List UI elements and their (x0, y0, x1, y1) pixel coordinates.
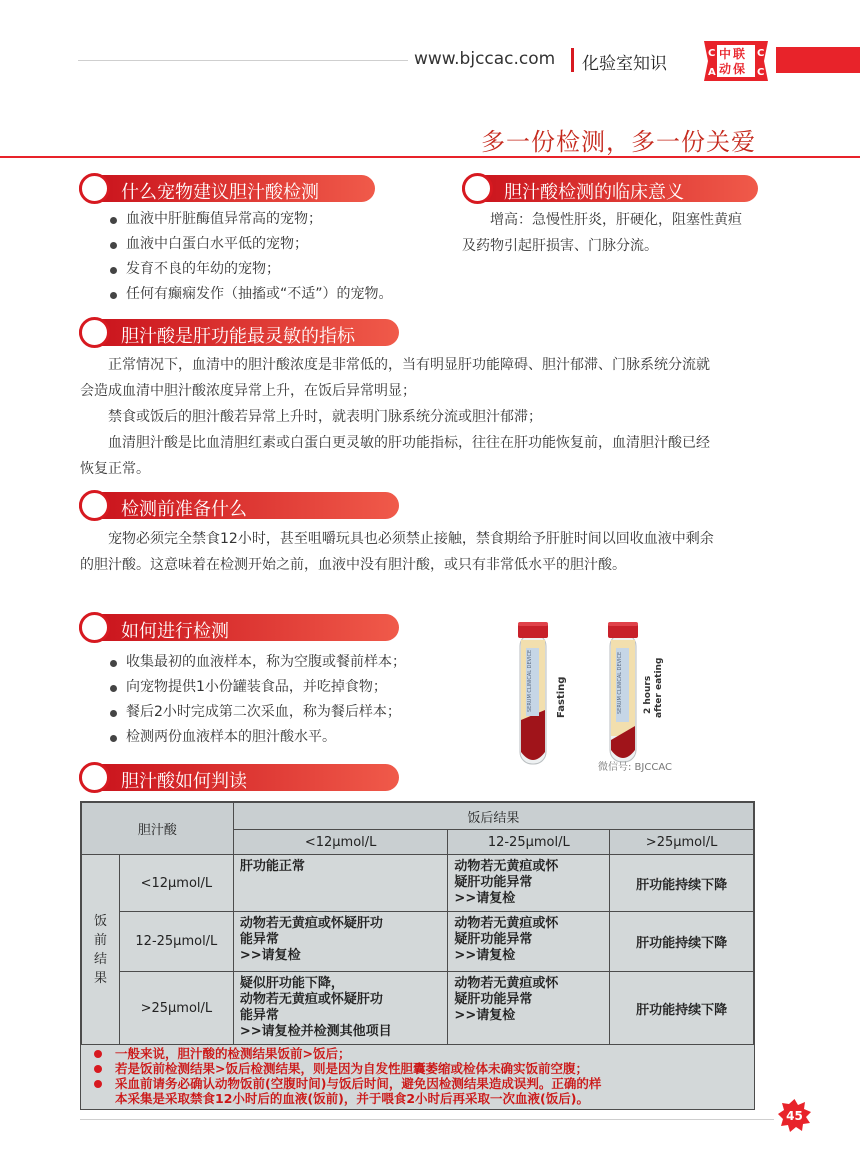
cell-line: >>请复检并检测其他项目 (239, 1024, 392, 1039)
logo-letter: C (757, 48, 765, 59)
note-line: 采血前请务必确认动物饭前(空腹时间)与饭后时间，避免因检测结果造成误判。正确的样 (115, 1076, 602, 1091)
tube-fasting (518, 622, 567, 764)
which-pets-list (106, 207, 393, 307)
ccac-logo-icon (704, 41, 768, 81)
heading-text: 检测前准备什么 (121, 499, 247, 520)
list-item: 检测两份血液样本的胆汁酸水平。 (106, 725, 406, 750)
list-item: 向宠物提供1小份罐装食品，并吃掉食物； (106, 675, 406, 700)
tube-label-fasting: Fasting (556, 676, 567, 718)
tube-sticker-text: SERUM CLINICAL DEVICE (527, 649, 533, 712)
cell-line: 肝功能正常 (239, 859, 305, 874)
heading-circle-icon (79, 317, 110, 348)
text-line: 宠物必须完全禁食12小时，甚至咀嚼玩具也必须禁止接触，禁食期给予肝脏时间以回收血液中剩余 (108, 531, 714, 547)
note-item (85, 1076, 750, 1106)
table-cell (233, 912, 448, 972)
table-cell: 肝功能持续下降 (610, 855, 754, 912)
cell-line: 疑似肝功能下降， (239, 976, 344, 991)
tube-label-2hours: 2 hours (643, 675, 653, 714)
note-item: 若是饭前检测结果>饭后检测结果，则是因为自发性胆囊萎缩或检体未确实饭前空腹； (85, 1061, 750, 1076)
table-cell: 肝功能持续下降 (610, 972, 754, 1045)
wechat-watermark: 微信号: BJCCAC (598, 762, 672, 773)
text-line: 正常情况下，血清中的胆汁酸浓度是非常低的，当有明显肝功能障碍、胆汁郁滞、门脉系统分流就 (108, 357, 710, 373)
header-rule (78, 60, 408, 61)
cell-line: 动物若无黄疸或怀疑肝功 (239, 916, 383, 931)
cell-line: 疑肝功能异常 (454, 875, 533, 890)
table-cell (233, 855, 448, 912)
cell-line: 能异常 (239, 1008, 279, 1023)
slogan: 多一份检测，多一份关爱 (481, 128, 756, 156)
cell-line: >>请复检 (454, 1008, 516, 1023)
blood-tubes-image (508, 618, 708, 780)
header-accent-bar (776, 47, 860, 73)
cell-line: 动物若无黄疸或怀 (454, 916, 559, 931)
heading-text: 胆汁酸是肝功能最灵敏的指标 (121, 326, 355, 347)
logo-letter: 动 (719, 62, 732, 76)
heading-how-to-test (79, 614, 399, 641)
table-corner: 胆汁酸 (82, 803, 234, 855)
heading-which-pets (79, 175, 375, 202)
tube-label-after-eating: after eating (654, 657, 664, 718)
heading-preparation (79, 492, 399, 519)
heading-circle-icon (79, 173, 110, 204)
section-title: 化验室知识 (582, 54, 667, 74)
heading-text: 胆汁酸如何判读 (121, 771, 247, 792)
header-divider (571, 48, 574, 72)
pre-meal-char: 果 (93, 970, 107, 986)
site-url[interactable]: www.bjccac.com (414, 49, 556, 69)
text-line: 禁食或饭后的胆汁酸若异常上升时，就表明门脉系统分流或胆汁郁滞； (108, 409, 542, 425)
heading-most-sensitive (79, 319, 399, 346)
text-line: 会造成血清中胆汁酸浓度异常上升，在饭后异常明显； (80, 383, 416, 399)
text-line: 及药物引起肝损害、门脉分流。 (462, 238, 658, 254)
row-header: 12-25μmol/L (119, 912, 233, 972)
list-item: 发育不良的年幼的宠物； (106, 257, 393, 282)
table-cell (448, 855, 610, 912)
logo-letter: A (708, 67, 716, 78)
tube-sticker-text: SERUM CLINICAL DEVICE (617, 651, 623, 714)
sensitivity-text (80, 352, 770, 482)
cell-line: 动物若无黄疸或怀疑肝功 (239, 992, 383, 1007)
pre-meal-char: 结 (93, 951, 107, 967)
heading-interpretation (79, 764, 399, 791)
cell-line: 动物若无黄疸或怀 (454, 976, 559, 991)
logo-letter: 联 (733, 47, 746, 61)
list-item: 收集最初的血液样本，称为空腹或餐前样本； (106, 650, 406, 675)
note-line: 本采集是采取禁食12小时后的血液(饭前)，并于喂食2小时后再采取一次血液(饭后)。 (115, 1091, 589, 1106)
heading-circle-icon (79, 612, 110, 643)
text-line: 增高：急慢性肝炎，肝硬化，阻塞性黄疸 (490, 212, 742, 228)
logo-letter: C (708, 48, 716, 59)
table-cell (448, 972, 610, 1045)
heading-clinical-significance (462, 175, 758, 202)
cell-line: 能异常 (239, 932, 279, 947)
row-header: <12μmol/L (119, 855, 233, 912)
pre-meal-char: 饭 (93, 913, 107, 929)
table-notes (81, 1043, 754, 1109)
footer-rule (80, 1119, 774, 1120)
list-item: 血液中肝脏酶值异常高的宠物； (106, 207, 393, 232)
clinical-text (462, 207, 772, 259)
cell-line: 动物若无黄疸或怀 (454, 859, 559, 874)
list-item: 血液中白蛋白水平低的宠物； (106, 232, 393, 257)
heading-text: 如何进行检测 (121, 621, 229, 642)
heading-circle-icon (462, 173, 493, 204)
cell-line: 疑肝功能异常 (454, 932, 533, 947)
post-meal-header: 饭后结果 (233, 803, 753, 830)
row-header: >25μmol/L (119, 972, 233, 1045)
list-item: 餐后2小时完成第二次采血，称为餐后样本； (106, 700, 406, 725)
page-number-badge (778, 1099, 811, 1132)
logo-letter: C (757, 67, 765, 78)
heading-text: 胆汁酸检测的临床意义 (504, 182, 684, 203)
col-header: 12-25μmol/L (448, 830, 610, 855)
page-number: 45 (786, 1109, 803, 1123)
heading-text: 什么宠物建议胆汁酸检测 (121, 182, 319, 203)
cell-line: 疑肝功能异常 (454, 992, 533, 1007)
table-cell (448, 912, 610, 972)
cell-line: >>请复检 (454, 891, 516, 906)
list-item: 任何有癫痫发作（抽搐或“不适”）的宠物。 (106, 282, 393, 307)
table-cell (233, 972, 448, 1045)
cell-line: >>请复检 (239, 948, 301, 963)
col-header: >25μmol/L (610, 830, 754, 855)
pre-meal-char: 前 (93, 932, 107, 948)
pre-meal-header (82, 855, 120, 1045)
tube-after-eating (608, 622, 664, 762)
text-line: 的胆汁酸。这意味着在检测开始之前，血液中没有胆汁酸，或只有非常低水平的胆汁酸。 (80, 557, 626, 573)
heading-circle-icon (79, 762, 110, 793)
note-item: 一般来说，胆汁酸的检测结果饭前>饭后； (85, 1046, 750, 1061)
cell-line: >>请复检 (454, 948, 516, 963)
preparation-text (80, 526, 770, 578)
logo-letter: 中 (719, 47, 732, 61)
heading-circle-icon (79, 490, 110, 521)
table-cell: 肝功能持续下降 (610, 912, 754, 972)
how-to-test-list (106, 650, 406, 750)
text-line: 恢复正常。 (80, 461, 150, 477)
col-header: <12μmol/L (233, 830, 448, 855)
logo-letter: 保 (733, 62, 746, 76)
interpretation-table (80, 801, 755, 1110)
slogan-rule (0, 156, 860, 158)
text-line: 血清胆汁酸是比血清胆红素或白蛋白更灵敏的肝功能指标，往往在肝功能恢复前，血清胆汁酸已经 (108, 435, 710, 451)
